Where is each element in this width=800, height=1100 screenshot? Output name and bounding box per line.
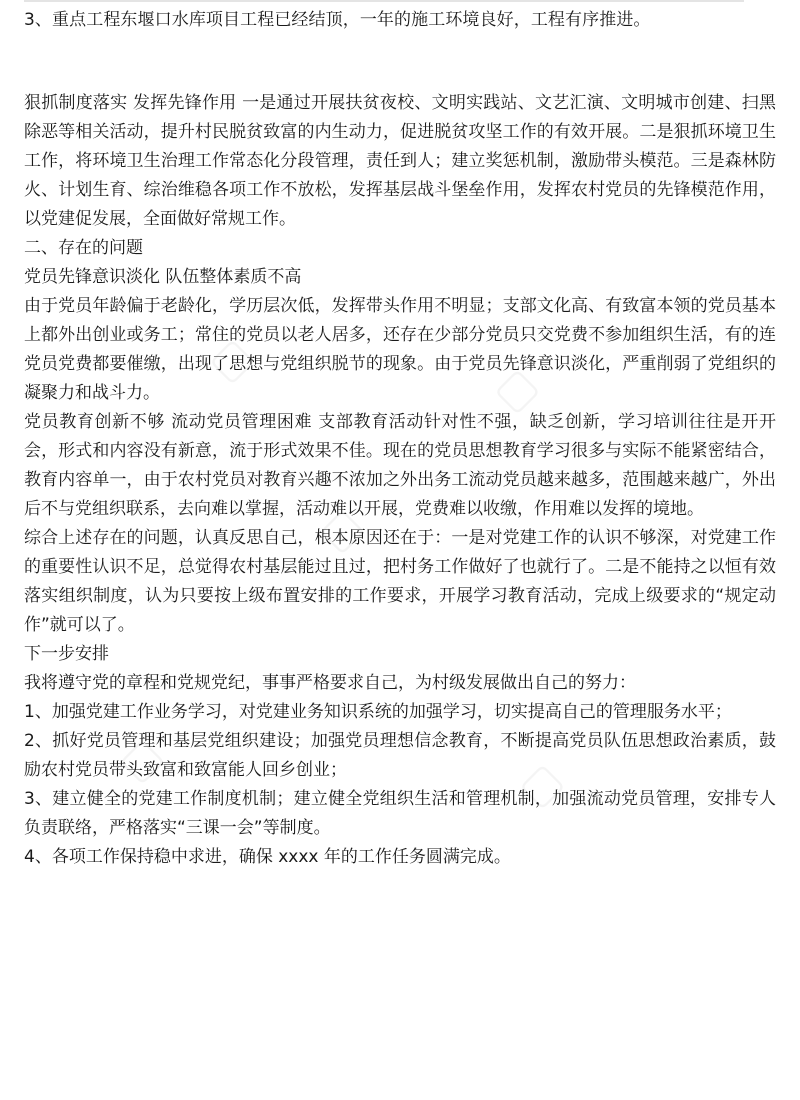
top-line: 3、重点工程东堰口水库项目工程已经结顶，一年的施工环境良好，工程有序推进。 xyxy=(24,10,651,30)
section3-intro: 我将遵守党的章程和党规党纪，事事严格要求自己，为村级发展做出自己的努力： xyxy=(24,673,636,693)
section2-body-1: 由于党员年龄偏于老龄化，学历层次低，发挥带头作用不明显；支部文化高、有致富本领的党员基本上都外出创业或务工；常住的党员以老人居多，还存在少部分党员只交党费不参加组织生活，有的连党员党费都要催缴，出现了思想与党组织脱节的现象。由于党员先锋意识淡化，严重削弱了党组织的凝聚力和战斗力。 xyxy=(24,296,776,403)
cropped-previous-line xyxy=(24,0,744,2)
section2-summary: 综合上述存在的问题，认真反思自己，根本原因还在于：一是对党建工作的认识不够深，对党建工作的重要性认识不足，总觉得农村基层能过且过，把村务工作做好了也就行了。二是不能持之以恒有效落实组织制度，认为只要按上级布置安排的工作要求，开展学习教育活动，完成上级要求的“规定动作”就可以了。 xyxy=(24,528,776,635)
section2-subtitle-2: 党员教育创新不够 流动党员管理困难 xyxy=(24,412,313,432)
section1-body: 一是通过开展扶贫夜校、文明实践站、文艺汇演、文明城市创建、扫黑除恶等相关活动，提升村民脱贫致富的内生动力，促进脱贫攻坚工作的有效开展。二是狠抓环境卫生工作，将环境卫生治理工作常态化分段管理，责任到人；建立奖惩机制，激励带头模范。三是森林防火、计划生育、综治维稳各项工作不放松，发挥基层战斗堡垒作用，发挥农村党员的先锋模范作用，以党建促发展，全面做好常规工作。 xyxy=(24,93,777,229)
plan-item-3: 3、建立健全的党建工作制度机制；建立健全党组织生活和管理机制，加强流动党员管理，安排专人负责联络，严格落实“三课一会”等制度。 xyxy=(24,789,776,838)
section1-title: 狠抓制度落实 发挥先锋作用 xyxy=(24,93,237,113)
section2-paragraph-2 xyxy=(24,408,776,524)
plan-item-2: 2、抓好党员管理和基层党组织建设；加强党员理想信念教育，不断提高党员队伍思想政治素质，鼓励农村党员带头致富和致富能人回乡创业； xyxy=(24,731,776,780)
section2-body-2: 支部教育活动针对性不强，缺乏创新，学习培训往往是开开会，形式和内容没有新意，流于形式效果不佳。现在的党员思想教育学习很多与实际不能紧密结合，教育内容单一，由于农村党员对教育兴趣不浓加之外出务工流动党员越来越多，范围越来越广，外出后不与党组织联系，去向难以掌握，活动难以开展，党费难以收缴，作用难以发挥的境地。 xyxy=(24,412,777,519)
document-body xyxy=(24,6,776,872)
plan-item-1: 1、加强党建工作业务学习，对党建业务知识系统的加强学习，切实提高自己的管理服务水平； xyxy=(24,702,732,722)
section2-subtitle-1: 党员先锋意识淡化 队伍整体素质不高 xyxy=(24,267,302,287)
section2-title: 二、存在的问题 xyxy=(24,238,143,258)
paragraph-gap xyxy=(24,35,776,89)
section3-title: 下一步安排 xyxy=(24,644,109,664)
section1-paragraph xyxy=(24,89,776,234)
plan-item-4: 4、各项工作保持稳中求进，确保 xxxx 年的工作任务圆满完成。 xyxy=(24,847,511,867)
